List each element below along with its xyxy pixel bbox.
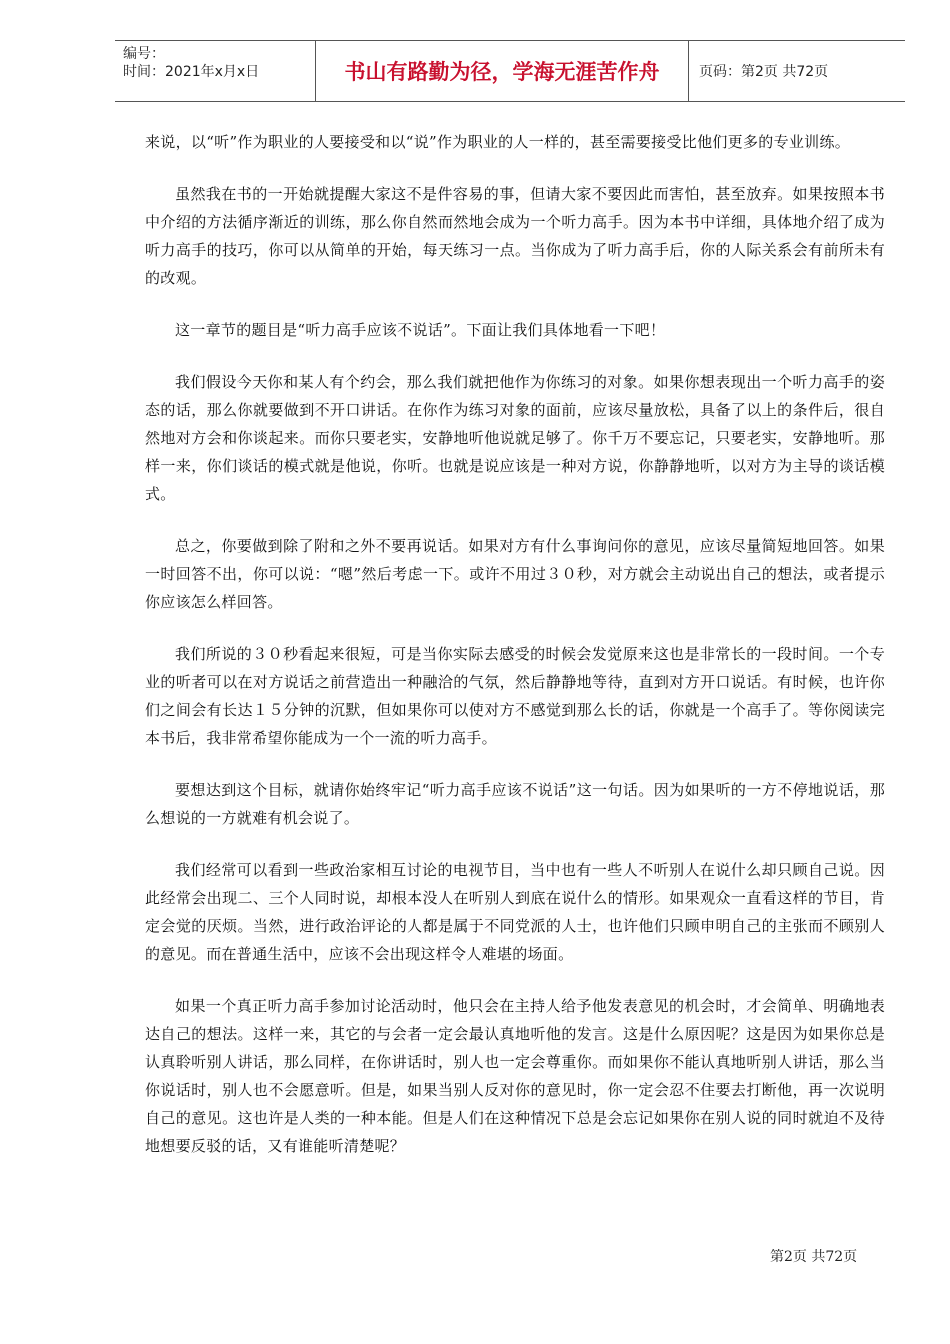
paragraph: 我们所说的３０秒看起来很短，可是当你实际去感受的时候会发觉原来这也是非常长的一段时间。一个专业的听者可以在对方说话之前营造出一种融洽的气氛，然后静静地等待，直到对方开口说话。有时候，也许你们之间会有长达１５分钟的沉默，但如果你可以使对方不感觉到那么长的话，你就是一个高手了。等你阅读完本书后，我非常希望你能成为一个一流的听力高手。 — [145, 645, 885, 747]
header-page-info: 页码：第2页 共72页 — [699, 64, 829, 80]
paragraph: 要想达到这个目标，就请你始终牢记“听力高手应该不说话”这一句话。因为如果听的一方不停地说话，那么想说的一方就难有机会说了。 — [145, 781, 885, 827]
document-date: 时间：2021年x月x日 — [123, 64, 260, 80]
header-meta — [115, 41, 315, 101]
paragraph: 如果一个真正听力高手参加讨论活动时，他只会在主持人给予他发表意见的机会时，才会简单、明确地表达自己的想法。这样一来，其它的与会者一定会最认真地听他的发言。这是什么原因呢？这是因为如果你总是认真聆听别人讲话，那么同样，在你讲话时，别人也一定会尊重你。而如果你不能认真地听别人讲话，那么当你说话时，别人也不会愿意听。但是，如果当别人反对你的意见时，你一定会忍不住要去打断他，再一次说明自己的意见。这也许是人类的一种本能。但是人们在这种情况下总是会忘记如果你在别人说的同时就迫不及待地想要反驳的话，又有谁能听清楚呢？ — [145, 997, 885, 1155]
header-motto: 书山有路勤为径，学海无涯苦作舟 — [344, 60, 660, 84]
document-body — [145, 128, 885, 1184]
page-footer: 第2页 共72页 — [770, 1249, 858, 1265]
page-header — [115, 40, 905, 102]
paragraph: 这一章节的题目是“听力高手应该不说话”。下面让我们具体地看一下吧！ — [175, 321, 666, 339]
paragraph: 我们经常可以看到一些政治家相互讨论的电视节目，当中也有一些人不听别人在说什么却只顾自己说。因此经常会出现二、三个人同时说，却根本没人在听别人到底在说什么的情形。如果观众一直看这样的节目，肯定会觉的厌烦。当然，进行政治评论的人都是属于不同党派的人士，也许他们只顾申明自己的主张而不顾别人的意见。而在普通生活中，应该不会出现这样令人难堪的场面。 — [145, 861, 885, 963]
document-number-label: 编号： — [123, 46, 165, 62]
paragraph: 总之，你要做到除了附和之外不要再说话。如果对方有什么事询问你的意见，应该尽量简短地回答。如果一时回答不出，你可以说：“嗯”然后考虑一下。或许不用过３０秒，对方就会主动说出自己的想法，或者提示你应该怎么样回答。 — [145, 537, 885, 611]
paragraph: 虽然我在书的一开始就提醒大家这不是件容易的事，但请大家不要因此而害怕，甚至放弃。如果按照本书中介绍的方法循序渐近的训练，那么你自然而然地会成为一个听力高手。因为本书中详细，具体地介绍了成为听力高手的技巧，你可以从简单的开始，每天练习一点。当你成为了听力高手后，你的人际关系会有前所未有的改观。 — [145, 185, 885, 287]
paragraph: 来说，以“听”作为职业的人要接受和以“说”作为职业的人一样的，甚至需要接受比他们更多的专业训练。 — [145, 133, 851, 151]
paragraph: 我们假设今天你和某人有个约会，那么我们就把他作为你练习的对象。如果你想表现出一个听力高手的姿态的话，那么你就要做到不开口讲话。在你作为练习对象的面前，应该尽量放松，具备了以上的条件后，很自然地对方会和你谈起来。而你只要老实，安静地听他说就足够了。你千万不要忘记，只要老实，安静地听。那样一来，你们谈话的模式就是他说，你听。也就是说应该是一种对方说，你静静地听，以对方为主导的谈话模式。 — [145, 373, 885, 503]
